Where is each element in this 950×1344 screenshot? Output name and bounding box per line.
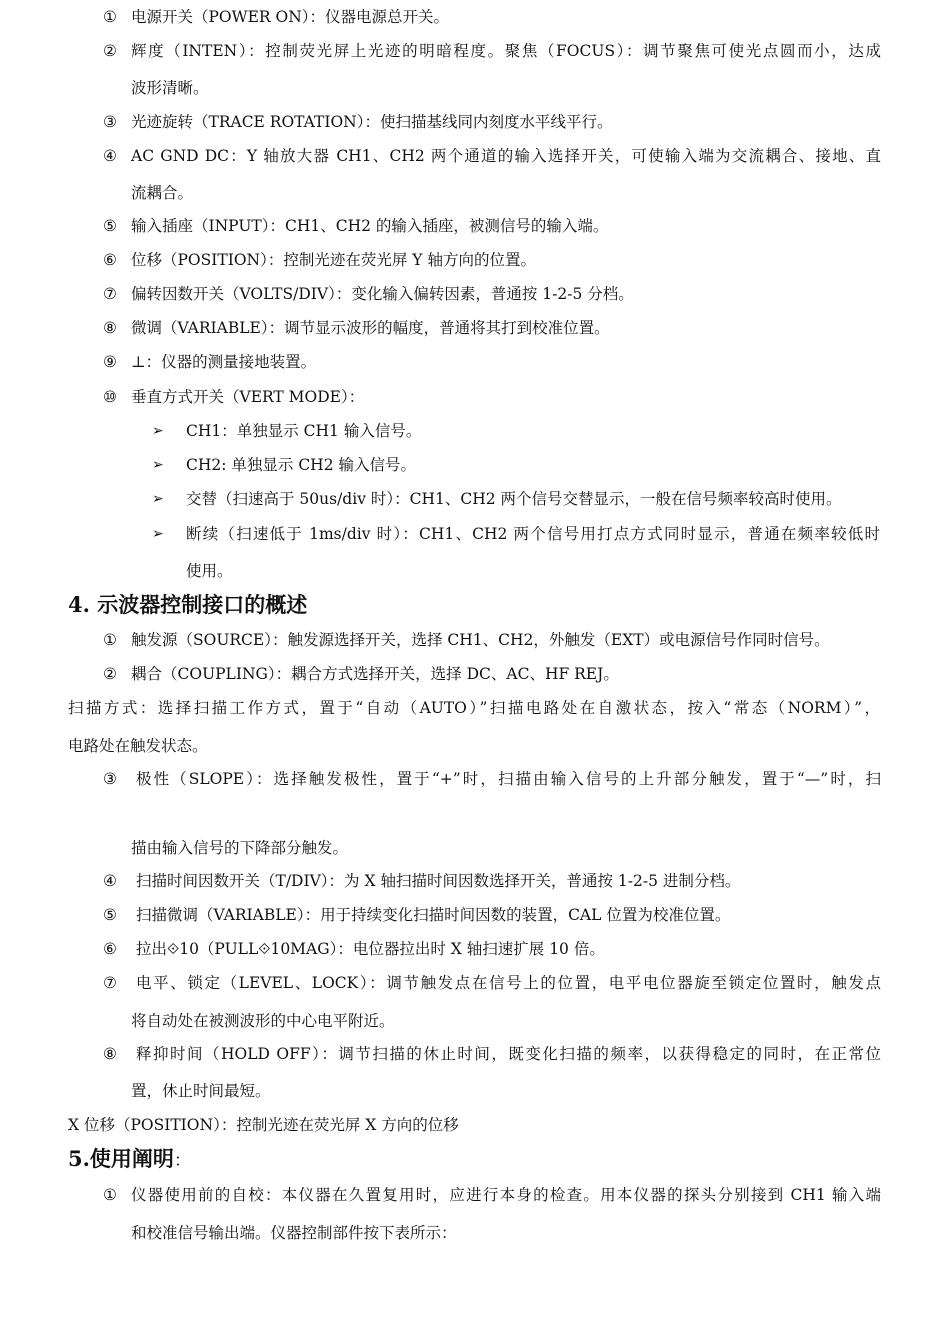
- item-text: 拉出⟐10（PULL⟐10MAG）：电位器拉出时 X 轴扫速扩展 10 倍。: [136, 940, 605, 958]
- item-text: ⊥：仪器的测量接地装置。: [131, 353, 317, 371]
- item-number: ②: [103, 42, 117, 60]
- item-number: ①: [103, 8, 117, 26]
- item-text: 辉度（INTEN）：控制荧光屏上光迹的明暗程度。聚焦（FOCUS）：调节聚焦可使光点圆而小，达成: [131, 42, 881, 60]
- item-number: ⑥: [103, 251, 117, 269]
- item-text: 偏转因数开关（VOLTS/DIV）：变化输入偏转因素，普通按 1-2-5 分档。: [131, 285, 634, 303]
- item-text-cont: 描由输入信号的下降部分触发。: [131, 839, 349, 857]
- bullet-text: 交替（扫速高于 50us/div 时）：CH1、CH2 两个信号交替显示，一般在信号频率较高时使用。: [186, 490, 842, 508]
- item-text: 电源开关（POWER ON）：仪器电源总开关。: [131, 8, 450, 26]
- section5-heading: [68, 1146, 191, 1174]
- section5-heading-text: 5.使用阐明: [68, 1146, 174, 1171]
- item-number: ⑩: [103, 388, 117, 406]
- bullet-text: CH1：单独显示 CH1 输入信号。: [186, 422, 422, 440]
- item-number: ⑧: [103, 319, 117, 337]
- item-number: ⑤: [103, 217, 117, 235]
- bullet-text: 断续（扫速低于 1ms/div 时）：CH1、CH2 两个信号用打点方式同时显示，普通在频率较低时: [186, 525, 880, 543]
- item-text: 释抑时间（HOLD OFF）：调节扫描的休止时间，既变化扫描的频率，以获得稳定的同时，在正常位: [136, 1045, 881, 1063]
- paragraph-line: 扫描方式：选择扫描工作方式，置于“自动（AUTO）”扫描电路处在自激状态，按入“常态（NORM）”，: [68, 699, 881, 717]
- item-number: ⑤: [103, 906, 117, 924]
- item-number: ④: [103, 872, 117, 890]
- item-text: 光迹旋转（TRACE ROTATION）：使扫描基线同内刻度水平线平行。: [131, 113, 613, 131]
- x-position-text: X 位移（POSITION）：控制光迹在荧光屏 X 方向的位移: [68, 1116, 459, 1134]
- section4-heading: 4. 示波器控制接口的概述: [68, 592, 308, 617]
- item-text: 输入插座（INPUT）：CH1、CH2 的输入插座，被测信号的输入端。: [131, 217, 609, 235]
- item-text: 微调（VARIABLE）：调节显示波形的幅度，普通将其打到校准位置。: [131, 319, 610, 337]
- item-number: ④: [103, 147, 117, 165]
- item-text-cont: 流耦合。: [131, 184, 194, 202]
- item-text: 扫描微调（VARIABLE）：用于持续变化扫描时间因数的装置，CAL 位置为校准位置。: [136, 906, 731, 924]
- item-number: ②: [103, 665, 117, 683]
- item-number: ⑦: [103, 974, 117, 992]
- item-text: 位移（POSITION）：控制光迹在荧光屏 Y 轴方向的位置。: [131, 251, 536, 269]
- bullet-arrow-icon: ➢: [152, 526, 164, 542]
- item-text: 极性（SLOPE）：选择触发极性，置于“+”时，扫描由输入信号的上升部分触发，置于“—”时，扫: [136, 770, 881, 788]
- item-number: ①: [103, 1186, 117, 1204]
- item-text: 垂直方式开关（VERT MODE）：: [131, 388, 365, 406]
- item-text-cont: 波形清晰。: [131, 79, 209, 97]
- bullet-arrow-icon: ➢: [152, 491, 164, 507]
- bullet-arrow-icon: ➢: [152, 423, 164, 439]
- item-text: 触发源（SOURCE）：触发源选择开关，选择 CH1、CH2，外触发（EXT）或电源信号作同时信号。: [131, 631, 830, 649]
- item-text-cont: 和校准信号输出端。仪器控制部件按下表所示：: [131, 1224, 457, 1242]
- item-text: 电平、锁定（LEVEL、LOCK）：调节触发点在信号上的位置，电平电位器旋至锁定位置时，触发点: [136, 974, 881, 992]
- item-text: AC GND DC：Y 轴放大器 CH1、CH2 两个通道的输入选择开关，可使输入端为交流耦合、接地、直: [131, 147, 881, 165]
- item-number: ①: [103, 631, 117, 649]
- item-number: ⑧: [103, 1045, 117, 1063]
- bullet-arrow-icon: ➢: [152, 457, 164, 473]
- bullet-text: CH2: 单独显示 CH2 输入信号。: [186, 456, 416, 474]
- item-number: ③: [103, 113, 117, 131]
- item-number: ⑦: [103, 285, 117, 303]
- paragraph-line: 电路处在触发状态。: [68, 737, 208, 755]
- item-number: ③: [103, 770, 117, 788]
- item-number: ⑨: [103, 353, 117, 371]
- item-text-cont: 将自动处在被测波形的中心电平附近。: [131, 1012, 395, 1030]
- item-text: 扫描时间因数开关（T/DIV）：为 X 轴扫描时间因数选择开关，普通按 1-2-5 进制分档。: [136, 872, 741, 890]
- item-text: 仪器使用前的自校：本仪器在久置复用时，应进行本身的检查。用本仪器的探头分别接到 CH1 输入端: [131, 1186, 881, 1204]
- item-number: ⑥: [103, 940, 117, 958]
- item-text: 耦合（COUPLING）：耦合方式选择开关，选择 DC、AC、HF REJ。: [131, 665, 619, 683]
- item-text-cont: 置，休止时间最短。: [131, 1082, 271, 1100]
- bullet-text-cont: 使用。: [186, 562, 233, 580]
- section5-heading-colon: ：: [173, 1151, 191, 1171]
